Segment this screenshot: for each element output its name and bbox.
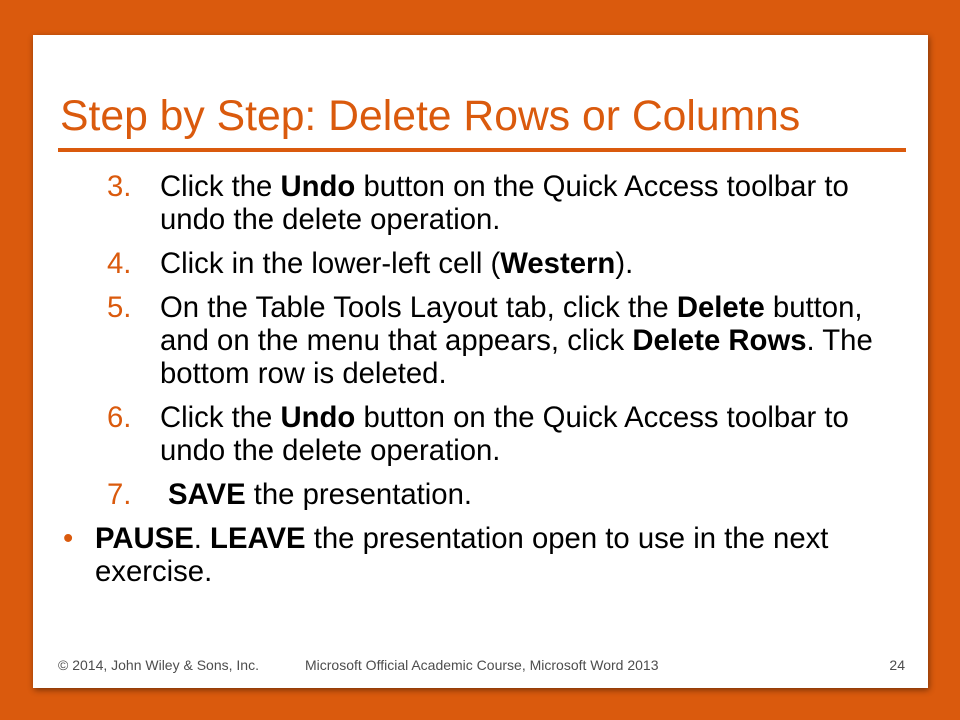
text-run: Click the: [160, 170, 281, 203]
bold-term: PAUSE: [95, 522, 194, 555]
bold-term: Western: [500, 247, 616, 280]
text-run: button on the Quick Access toolbar to undo the delete operation.: [160, 170, 849, 236]
text-run: button on the Quick Access toolbar to undo the delete operation.: [160, 401, 849, 467]
text-run: button, and on the menu that appears, click: [160, 291, 863, 357]
text-run: the presentation.: [245, 478, 473, 511]
bold-term: Undo: [280, 170, 356, 203]
step-text: [160, 478, 898, 511]
step-item-6: [0, 401, 960, 467]
bold-term: Undo: [280, 401, 356, 434]
step-text: [160, 247, 898, 280]
text-run: ).: [615, 247, 634, 280]
bold-term: SAVE: [168, 478, 246, 511]
step-item-3: [0, 170, 960, 236]
bold-term: Delete Rows: [632, 324, 807, 357]
step-item-5: [0, 291, 960, 390]
bullet-marker: •: [63, 522, 74, 555]
bullet-item: [0, 522, 960, 588]
step-number: 6.: [107, 401, 132, 434]
text-run: .: [193, 522, 211, 555]
text-run: the presentation open to use in the next exercise.: [95, 522, 829, 588]
footer-course: Microsoft Official Academic Course, Microsoft Word 2013: [305, 657, 659, 673]
slide-body: [0, 170, 960, 599]
footer-page-number: 24: [889, 657, 905, 673]
step-number: 3.: [107, 170, 132, 203]
step-text: [160, 291, 898, 390]
bullet-text: [95, 522, 895, 588]
text-run: Click the: [160, 401, 281, 434]
footer-copyright: © 2014, John Wiley & Sons, Inc.: [58, 657, 259, 673]
step-text: [160, 170, 898, 236]
slide-title: Step by Step: Delete Rows or Columns: [60, 92, 801, 140]
text-run: . The bottom row is deleted.: [160, 324, 873, 390]
step-item-7: [0, 478, 960, 511]
step-number: 5.: [107, 291, 132, 324]
step-number: 4.: [107, 247, 132, 280]
bold-term: Delete: [676, 291, 765, 324]
step-text: [160, 401, 898, 467]
text-run: Click in the lower-left cell (: [160, 247, 501, 280]
bold-term: LEAVE: [210, 522, 306, 555]
title-underline: [58, 148, 906, 152]
step-item-4: [0, 247, 960, 280]
step-number: 7.: [107, 478, 132, 511]
text-run: On the Table Tools Layout tab, click the: [160, 291, 677, 324]
